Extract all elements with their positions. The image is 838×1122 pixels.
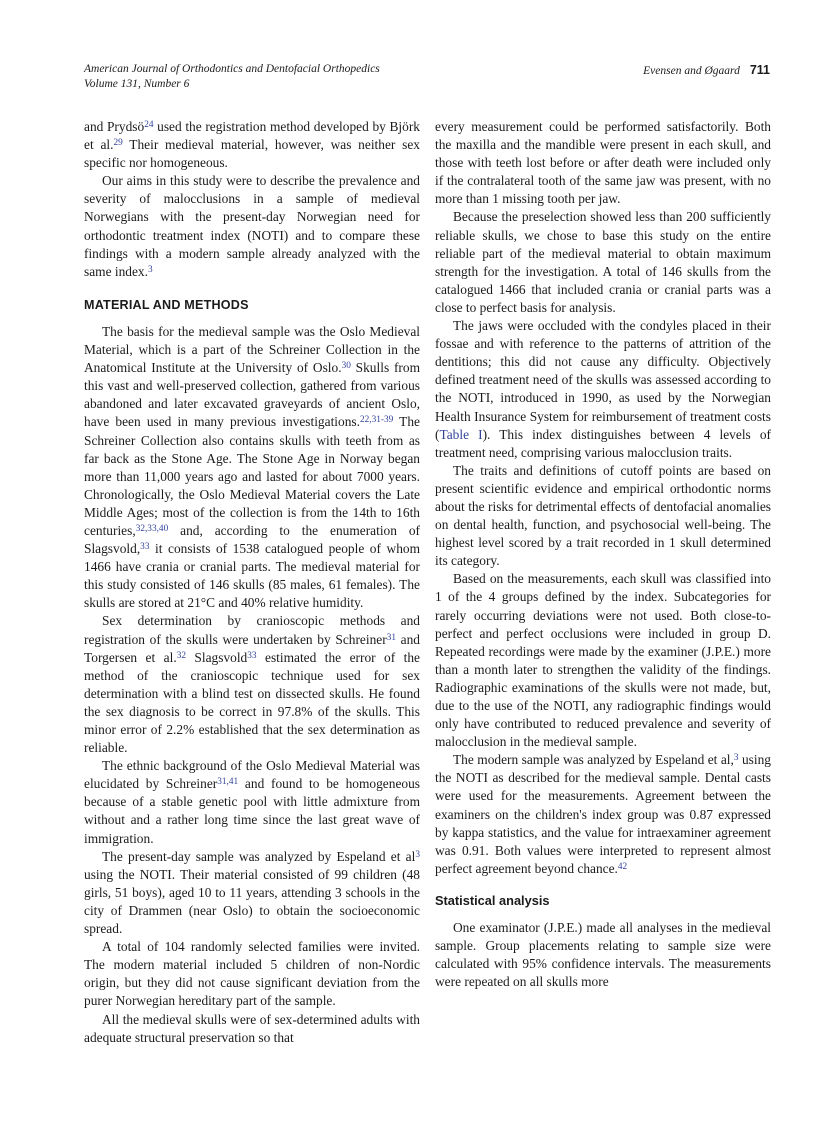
citation-ref[interactable]: 22,31-39 (359, 415, 394, 426)
body-text: and, according to the enumeration of Slagsvold, (84, 522, 420, 557)
body-text: estimated the error of the method of the cranioscopic technique used for sex determination with a blind test on dissected skulls. He found the sex diagnosis to be correct in 97.8% of the skulls. This minor error of 2.2% established that the sex determination as reliable. (84, 649, 421, 756)
left-column (84, 118, 420, 1047)
citation-ref[interactable]: 32,33,40 (135, 523, 169, 534)
paragraph (435, 751, 771, 878)
body-text: The basis for the medieval sample was the Oslo Medieval Material, which is a part of the Schreiner Collection in the Anatomical Institute at the University of Oslo. (84, 323, 420, 376)
citation-ref[interactable]: 32 (176, 650, 186, 661)
body-text: Sex determination by cranioscopic methods and registration of the skulls were undertaken by Schreiner (84, 613, 420, 647)
paragraph (435, 118, 771, 208)
body-text: A total of 104 randomly selected families were invited. The modern material included 5 children of non-Nordic origin, but they did not cause significant deviation from the purer Norwegian hereditary part of the sample. (84, 939, 420, 1009)
paragraph (84, 612, 420, 757)
citation-ref[interactable]: 31,41 (217, 777, 239, 788)
body-text: and Torgersen et al. (84, 631, 420, 665)
citation-ref[interactable]: 3 (733, 753, 739, 764)
body-text: ). This index distinguishes between 4 levels of treatment need, comprising various malocclusion traits. (435, 426, 771, 460)
body-text: every measurement could be performed satisfactorily. Both the maxilla and the mandible were present in each skull, and those with teeth lost before or after death were included only if the contralateral tooth of the same jaw was present, with no more than 1 missing tooth per jaw. (435, 119, 771, 207)
page-header (84, 62, 770, 92)
citation-ref[interactable]: 29 (113, 138, 123, 149)
subsection-heading: Statistical analysis (435, 892, 550, 908)
body-text: The Schreiner Collection also contains skulls with teeth from as far back as the Stone Age. The Stone Age in Norway began more than 11,000 years ago and lasted for about 7000 years. Chronologically, the Oslo Medieval Material covers the Late Middle Ages; most of the collection is from the 14th to 16th centuries, (84, 414, 420, 538)
journal-header-block (84, 62, 380, 92)
page-number: 711 (749, 63, 770, 77)
right-column (435, 118, 771, 1047)
paragraph (84, 118, 420, 172)
body-text: The jaws were occluded with the condyles placed in their fossae and with reference to the patterns of attrition of the dentitions; this did not cause any difficulty. Objectively defined treatment need of the skulls was assessed according to the NOTI, introduced in 1990, as used by the Norwegian Health Insurance System for reimbursement of treatment costs ( (435, 318, 771, 442)
citation-ref[interactable]: 42 (617, 861, 628, 872)
table-link[interactable]: Table I (439, 426, 483, 442)
body-text: Slagsvold (185, 649, 248, 665)
body-text: The modern sample was analyzed by Espeland et al, (453, 752, 734, 768)
journal-title: American Journal of Orthodontics and Dentofacial Orthopedics (84, 63, 380, 75)
body-text: The traits and definitions of cutoff points are based on present scientific evidence and empirical orthodontic norms about the risks for detrimental effects of dentofacial anomalies on dental health, function, and psychosocial well-being. The highest level scored by a trait recorded in 1 skull determined its category. (435, 462, 771, 569)
paragraph (84, 757, 420, 847)
paragraph (84, 848, 420, 938)
citation-ref[interactable]: 24 (144, 120, 154, 130)
body-text: Their medieval material, however, was neither sex specific nor homogeneous. (84, 137, 420, 171)
paragraph (435, 462, 771, 571)
body-text: Based on the measurements, each skull was classified into 1 of the 4 groups defined by the index. Subcategories for rarely occurring deviations were not used. Both close-to-perfect and perfect occlusions were included in group D. Repeated recordings were made by the examiner (J.P.E.) more than a month later to strengthen the validity of the findings. Radiographic examinations of the skulls were not made, but, due to the use of the NOTI, any radiographic findings would only have contributed to reduced prevalence and severity of malocclusion in the medieval sample. (435, 571, 771, 750)
citation-ref[interactable]: 31 (386, 632, 396, 643)
body-text: All the medieval skulls were of sex-determined adults with adequate structural preservation so that (84, 1011, 420, 1045)
running-head (643, 62, 770, 79)
citation-ref[interactable]: 30 (341, 361, 351, 372)
running-authors: Evensen and Øgaard (643, 65, 740, 77)
citation-ref[interactable]: 33 (247, 650, 257, 661)
citation-ref[interactable]: 3 (415, 849, 420, 860)
paragraph (84, 323, 420, 613)
journal-volume-issue: Volume 131, Number 6 (84, 78, 190, 90)
article-body (84, 118, 770, 1047)
body-text: Because the preselection showed less than 200 sufficiently reliable skulls, we chose to base this study on the entire reliable part of the medieval material to obtain maximum strength for the investigation. A total of 146 skulls from the catalogued 1466 that included crania or cranial parts was a close to perfect basis for analysis. (435, 209, 771, 315)
body-text: and Prydsö (84, 119, 145, 134)
body-text: using the NOTI. Their material consisted of 99 children (48 girls, 51 boys), aged 10 to 11 years, attending 3 schools in the city of Drammen (near Oslo) to obtain the socioeconomic spread. (84, 866, 420, 937)
section-heading: MATERIAL AND METHODS (84, 297, 249, 312)
body-text: and found to be homogeneous because of a stable genetic pool with little admixture from without and a rather long time since the last great wave of immigration. (84, 776, 420, 846)
citation-ref[interactable]: 3 (147, 264, 153, 275)
paragraph (435, 208, 771, 317)
paragraph (84, 938, 420, 1010)
body-text: used the registration method developed by Björk et al. (84, 119, 420, 153)
body-text: Our aims in this study were to describe the prevalence and severity of malocclusions in a sample of medieval Norwegians with the present-day Norwegian need for orthodontic treatment index (NOTI) and to compare these findings with a modern sample already analyzed with the same index. (84, 173, 420, 279)
paragraph (435, 317, 771, 462)
citation-ref[interactable]: 33 (140, 542, 150, 553)
paragraph (84, 1011, 420, 1047)
body-text: One examinator (J.P.E.) made all analyses in the medieval sample. Group placements relating to sample size were calculated with 95% confidence intervals. The measurements were repeated on all skulls more (435, 920, 771, 990)
paragraph (435, 919, 771, 991)
body-text: it consists of 1538 catalogued people of whom 1466 have crania or cranial parts. The medieval material for this study consisted of 146 skulls (85 males, 61 females). The skulls are stored at 21°C and 40% relative humidity. (84, 541, 420, 611)
body-text: using the NOTI as described for the medieval sample. Dental casts were used for the measurements. Agreement between the examiners on the children's index group was 0.87 expressed by kappa statistics, and the value for intraexaminer agreement was 0.91. Both values were interpreted to represent almost perfect agreement beyond chance. (435, 752, 771, 876)
body-text: The ethnic background of the Oslo Medieval Material was elucidated by Schreiner (84, 758, 420, 792)
paragraph (84, 172, 420, 281)
body-text: The present-day sample was analyzed by Espeland et al (102, 848, 416, 864)
body-text: Skulls from this vast and well-preserved collection, gathered from various abandoned and later excavated graveyards of ancient Oslo, have been used in many previous investigations. (84, 360, 420, 430)
paragraph (435, 570, 771, 751)
